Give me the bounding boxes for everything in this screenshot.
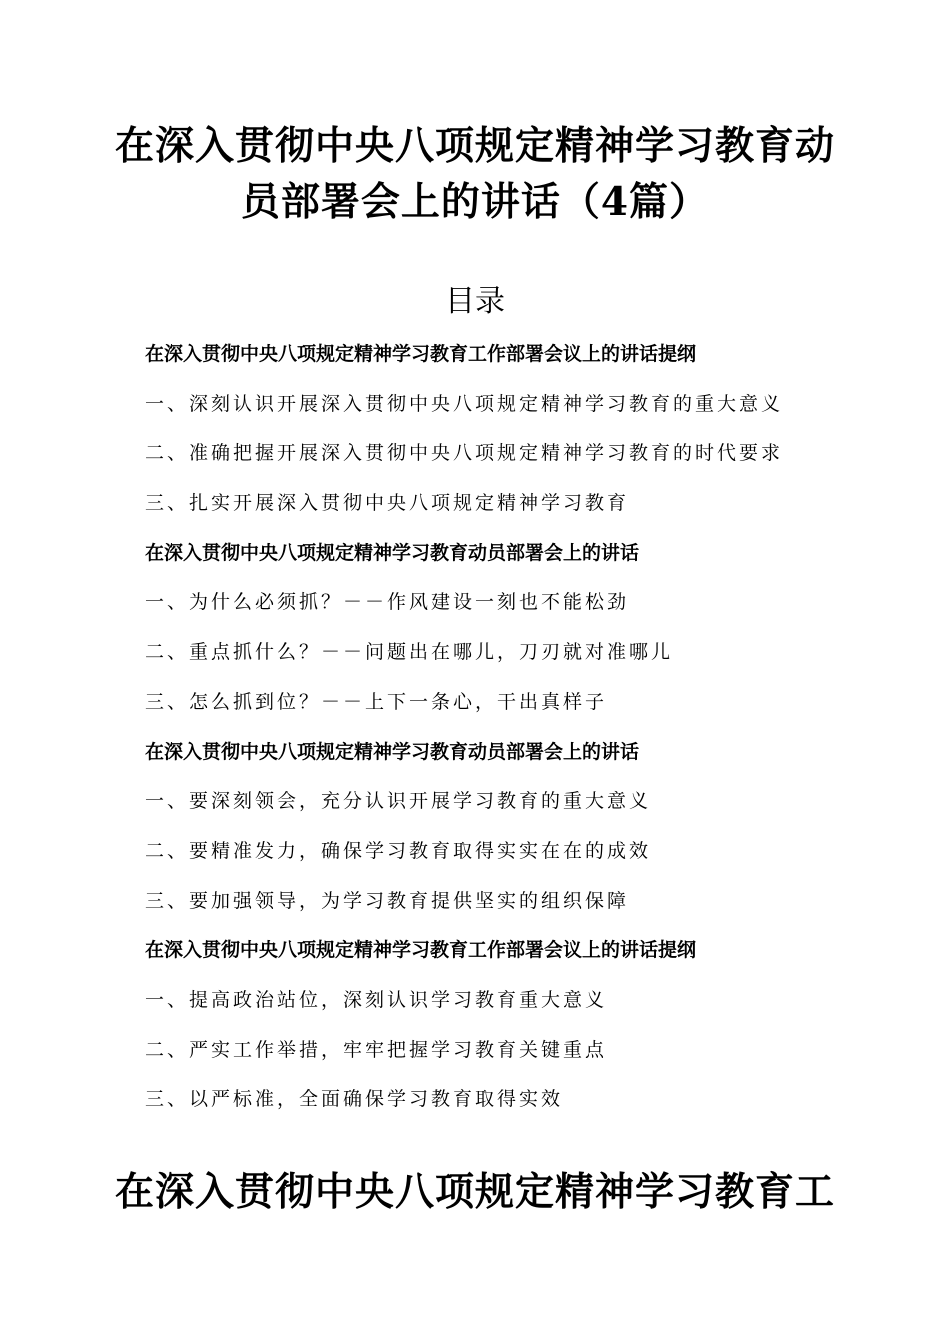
document-title-line-2: 员部署会上的讲话（4篇） bbox=[240, 179, 710, 225]
toc-entry[interactable]: 二、重点抓什么？－－问题出在哪儿，刀刃就对准哪儿 bbox=[145, 641, 674, 664]
toc-entry[interactable]: 二、严实工作举措，牢牢把握学习教育关键重点 bbox=[145, 1038, 608, 1061]
toc-entry[interactable]: 在深入贯彻中央八项规定精神学习教育工作部署会议上的讲话提纲 bbox=[145, 343, 697, 365]
toc-entry[interactable]: 在深入贯彻中央八项规定精神学习教育动员部署会上的讲话 bbox=[145, 541, 640, 564]
toc-entry[interactable]: 二、要精准发力，确保学习教育取得实实在在的成效 bbox=[145, 839, 652, 862]
toc-entry[interactable]: 三、要加强领导，为学习教育提供坚实的组织保障 bbox=[145, 889, 630, 912]
toc-entry[interactable]: 三、怎么抓到位？－－上下一条心，干出真样子 bbox=[145, 690, 608, 713]
toc-entry[interactable]: 在深入贯彻中央八项规定精神学习教育动员部署会上的讲话 bbox=[145, 740, 640, 763]
toc-heading: 目录 bbox=[445, 284, 505, 319]
toc-entry[interactable]: 一、深刻认识开展深入贯彻中央八项规定精神学习教育的重大意义 bbox=[145, 392, 784, 415]
toc-entry[interactable]: 一、要深刻领会，充分认识开展学习教育的重大意义 bbox=[145, 790, 652, 813]
document-title-line-1: 在深入贯彻中央八项规定精神学习教育动 bbox=[114, 123, 835, 169]
toc-entry[interactable]: 在深入贯彻中央八项规定精神学习教育工作部署会议上的讲话提纲 bbox=[145, 939, 697, 962]
toc-entry[interactable]: 三、扎实开展深入贯彻中央八项规定精神学习教育 bbox=[145, 492, 630, 515]
table-of-contents bbox=[145, 330, 865, 1125]
document-title bbox=[60, 118, 890, 230]
toc-entry[interactable]: 一、为什么必须抓？－－作风建设一刻也不能松劲 bbox=[145, 591, 630, 614]
toc-entry[interactable]: 三、以严标准，全面确保学习教育取得实效 bbox=[145, 1088, 564, 1111]
toc-entry[interactable]: 二、准确把握开展深入贯彻中央八项规定精神学习教育的时代要求 bbox=[145, 442, 784, 465]
toc-entry[interactable]: 一、提高政治站位，深刻认识学习教育重大意义 bbox=[145, 988, 608, 1011]
section-title: 在深入贯彻中央八项规定精神学习教育工 bbox=[114, 1169, 835, 1215]
